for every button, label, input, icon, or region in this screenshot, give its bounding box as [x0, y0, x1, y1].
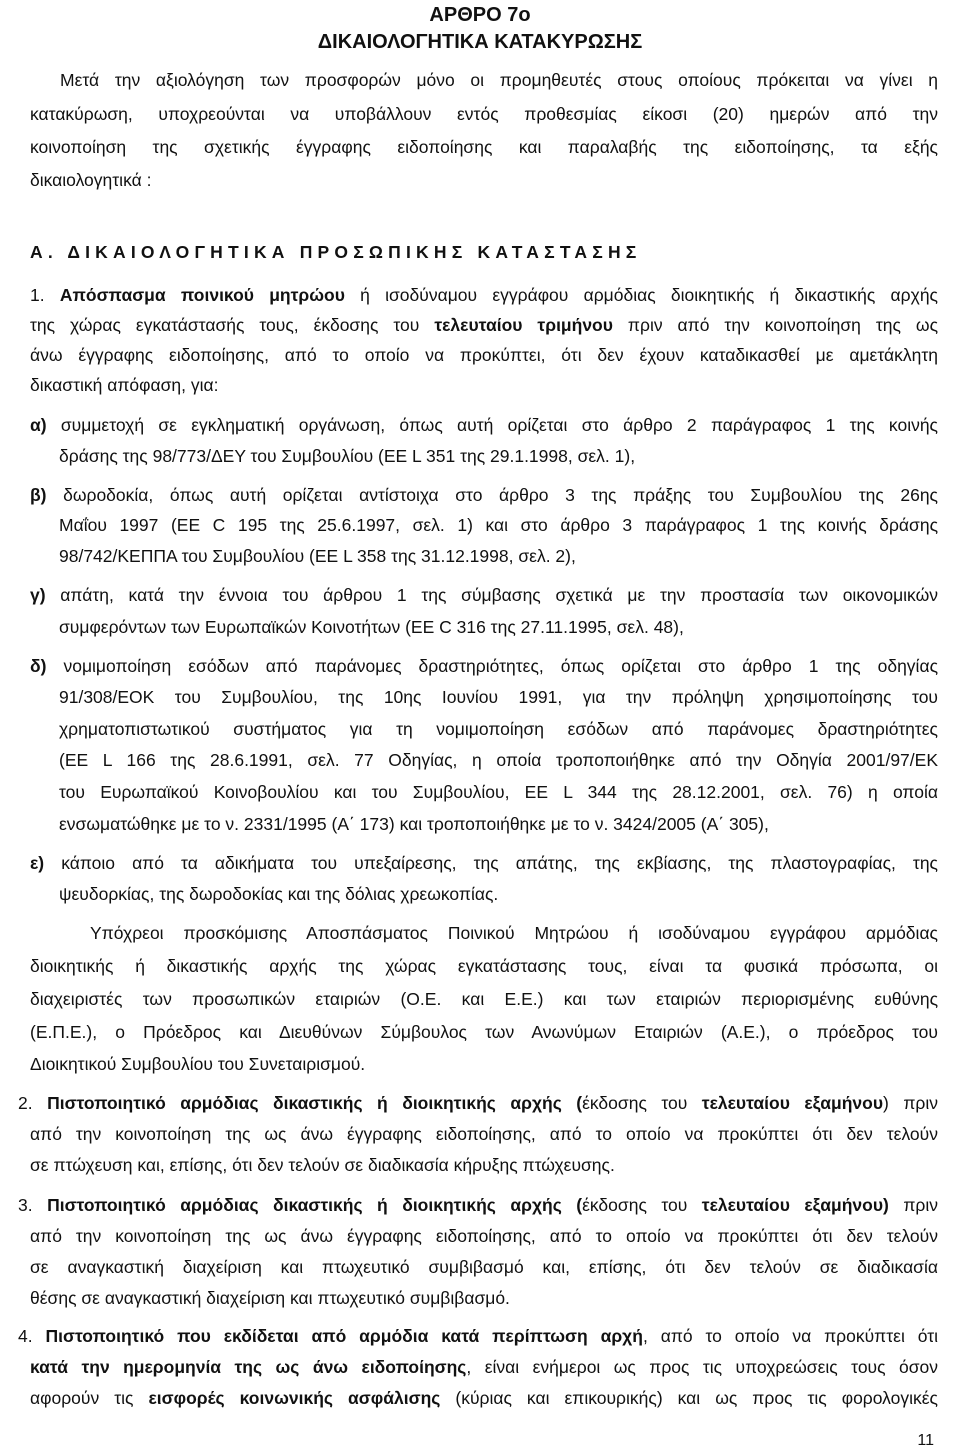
article-title: ΑΡΘΡΟ 7ο [429, 4, 531, 26]
obligation-line: διαχειριστές των προσωπικών εταιριών (Ο.Ε. και Ε.Ε.) και των εταιριών περιορισμένης ευθύνης [30, 989, 938, 1009]
sub-item-c-line [30, 581, 938, 610]
bold-phrase: κατά την ημερομηνία της ως άνω ειδοποίησης [30, 1357, 467, 1377]
page-number: 11 [917, 1432, 934, 1449]
text-span: (κύριας και επικουρικής) και ως προς τις φορολογικές [440, 1388, 938, 1408]
bold-phrase: Πιστοποιητικό αρμόδιας δικαστικής ή διοικητικής αρχής ( [47, 1195, 583, 1215]
obligation-line: Υπόχρεοι προσκόμισης Αποσπάσματος Ποινικού Μητρώου ή ισοδύναμου εγγράφου αρμόδιας [90, 923, 938, 943]
text-span: κάποιο από τα αδικήματα του υπεξαίρεσης, της απάτης, της εκβίασης, της πλαστογραφίας, της [44, 853, 938, 873]
item-number: 1. [30, 285, 45, 305]
sub-item-d-line: ενσωματώθηκε με το ν. 2331/1995 (Α΄ 173) και τροποποιήθηκε με το ν. 3424/2005 (Α΄ 305), [59, 814, 769, 834]
item-4-line [30, 1353, 938, 1382]
item-2-line [18, 1089, 938, 1118]
intro-line: δικαιολογητικά : [30, 170, 152, 190]
item-number: 2. [18, 1093, 33, 1113]
sub-item-d-line: χρηματοπιστωτικού συστήματος για τη νομιμοποίηση εσόδων από παράνομες δραστηριότητες [59, 719, 938, 739]
sub-item-e-line [30, 849, 938, 878]
item-3-line: σε αναγκαστική διαχείριση και πτωχευτικό συμβιβασμό και, επίσης, ότι δεν τελούν σε διαδικασία [30, 1257, 938, 1277]
sub-item-b-line: 98/742/ΚΕΠΠΑ του Συμβουλίου (ΕΕ L 358 της 31.12.1998, σελ. 2), [59, 546, 576, 566]
item-1-line [30, 311, 938, 340]
sub-item-e-line: ψευδορκίας, της δωροδοκίας και της δόλιας χρεωκοπίας. [59, 884, 499, 904]
item-number: 3. [18, 1195, 33, 1215]
text-span: νομιμοποίηση εσόδων από παράνομες δραστηριότητες, όπως ορίζεται στο άρθρο 1 της οδηγίας [46, 656, 938, 676]
item-2-line: σε πτώχευση και, επίσης, ότι δεν τελούν σε διαδικασία κήρυξης πτώχευσης. [30, 1155, 615, 1175]
section-title: Α. ΔΙΚΑΙΟΛΟΓΗΤΙΚΑ ΠΡΟΣΩΠΙΚΗΣ ΚΑΤΑΣΤΑΣΗΣ [30, 242, 642, 262]
text-span: έκδοσης του [582, 1093, 702, 1113]
intro-line: κοινοποίηση της σχετικής έγγραφης ειδοποίησης και παραλαβής της ειδοποίησης, τα εξής [30, 137, 938, 157]
item-1-line: δικαστική απόφαση, για: [30, 375, 219, 395]
item-3-line: από την κοινοποίηση της ως άνω έγγραφης ειδοποίησης, από το οποίο να προκύπτει ότι δεν τελούν [30, 1226, 938, 1246]
text-span: ή ισοδύναμου εγγράφου αρμόδιας διοικητικής ή δικαστικής αρχής [344, 285, 938, 305]
item-2-line: από την κοινοποίηση της ως άνω έγγραφης ειδοποίησης, από το οποίο να προκύπτει ότι δεν τελούν [30, 1124, 938, 1144]
bold-phrase: τελευταίου τριμήνου [434, 315, 613, 335]
text-span: απάτη, κατά την έννοια του άρθρου 1 της σύμβασης σχετικά με την προστασία των οικονομικών [45, 585, 938, 605]
text-span: συμμετοχή σε εγκληματική οργάνωση, όπως αυτή ορίζεται στο άρθρο 2 παράγραφος 1 της κοινής [46, 415, 938, 435]
text-span: , είναι ενήμεροι ως προς τις υποχρεώσεις τους όσον [466, 1357, 938, 1377]
sub-item-a-line [30, 411, 938, 440]
bold-phrase: Πιστοποιητικό που εκδίδεται από αρμόδια κατά περίπτωση αρχή [45, 1326, 643, 1346]
text-span: πριν [888, 1195, 938, 1215]
item-3-line: θέσης σε αναγκαστική διαχείριση και πτωχευτικό συμβιβασμό. [30, 1288, 510, 1308]
sub-item-b-line [30, 481, 938, 510]
text-span: ) πριν [883, 1093, 938, 1113]
sub-item-label: δ) [30, 656, 47, 676]
intro-line: κατακύρωση, υποχρεούνται να υποβάλλουν εντός προθεσμίας είκοσι (20) ημερών από την [30, 104, 938, 124]
text-span: αφορούν τις [30, 1388, 149, 1408]
item-4-line [18, 1322, 938, 1351]
item-3-line [18, 1191, 938, 1220]
bold-phrase: Πιστοποιητικό αρμόδιας δικαστικής ή διοικητικής αρχής ( [47, 1093, 583, 1113]
sub-item-d-line: 91/308/ΕΟΚ του Συμβουλίου, της 10ης Ιουνίου 1991, για την πρόληψη χρησιμοποίησης του [59, 687, 938, 707]
sub-item-b-line: Μαΐου 1997 (ΕΕ C 195 της 25.6.1997, σελ. 1) και στο άρθρο 3 παράγραφος 1 της κοινής δράσης [59, 515, 938, 535]
obligation-line: διοικητικής ή δικαστικής αρχής της χώρας εγκατάστασης τους, είναι τα φυσικά πρόσωπα, οι [30, 956, 938, 976]
sub-item-c-line: συμφερόντων των Ευρωπαϊκών Κοινοτήτων (ΕΕ C 316 της 27.11.1995, σελ. 48), [59, 617, 684, 637]
bold-phrase: τελευταίου εξαμήνου) [701, 1195, 889, 1215]
text-span: , από το οποίο να προκύπτει ότι [642, 1326, 938, 1346]
sub-item-label: α) [30, 415, 47, 435]
item-1-line [30, 281, 938, 310]
obligation-line: Διοικητικού Συμβουλίου του Συνεταιρισμού. [30, 1054, 366, 1074]
sub-item-d-line: του Ευρωπαϊκού Κοινοβουλίου και του Συμβουλίου, ΕΕ L 344 της 28.12.2001, σελ. 76) η οποία [59, 782, 938, 802]
article-subtitle: ΔΙΚΑΙΟΛΟΓΗΤΙΚΑ ΚΑΤΑΚΥΡΩΣΗΣ [317, 31, 643, 53]
text-span: της χώρας εγκατάστασής τους, έκδοσης του [30, 315, 435, 335]
sub-item-d-line [30, 652, 938, 681]
bold-phrase: τελευταίου εξαμήνου [701, 1093, 884, 1113]
item-4-line [30, 1384, 938, 1413]
sub-item-label: γ) [30, 585, 46, 605]
item-number: 4. [18, 1326, 33, 1346]
bold-phrase: Απόσπασμα ποινικού μητρώου [59, 285, 345, 305]
sub-item-a-line: δράσης της 98/773/ΔΕΥ του Συμβουλίου (ΕΕ L 351 της 29.1.1998, σελ. 1), [59, 446, 636, 466]
obligation-line: (Ε.Π.Ε.), ο Πρόεδρος και Διευθύνων Σύμβουλος των Ανωνύμων Εταιριών (Α.Ε.), ο πρόεδρος του [30, 1022, 938, 1042]
text-span: έκδοσης του [582, 1195, 702, 1215]
text-span: δωροδοκία, όπως αυτή ορίζεται αντίστοιχα στο άρθρο 3 της πράξης του Συμβουλίου της 26ης [46, 485, 938, 505]
bold-phrase: εισφορές κοινωνικής ασφάλισης [148, 1388, 441, 1408]
sub-item-label: β) [30, 485, 47, 505]
item-1-line: άνω έγγραφης ειδοποίησης, από το οποίο να προκύπτει, ότι δεν έχουν καταδικασθεί με αμετάκλητη [30, 345, 938, 365]
text-span: πριν από την κοινοποίηση της ως [612, 315, 939, 335]
sub-item-d-line: (ΕΕ L 166 της 28.6.1991, σελ. 77 Οδηγίας, η οποία τροποποιήθηκε από την Οδηγία 2001/97/ΕΚ [59, 750, 938, 770]
intro-line: Μετά την αξιολόγηση των προσφορών μόνο οι προμηθευτές στους οποίους πρόκειται να γίνει η [60, 70, 938, 90]
sub-item-label: ε) [30, 853, 45, 873]
